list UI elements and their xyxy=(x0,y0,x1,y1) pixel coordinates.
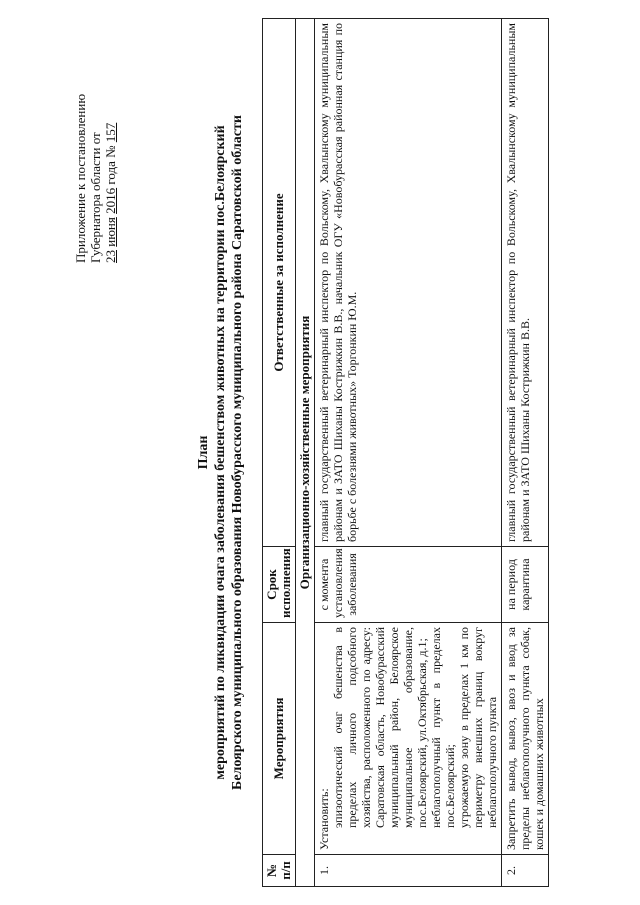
row-measures xyxy=(502,623,549,855)
header-term: Срок исполнения xyxy=(263,547,296,623)
annex-block xyxy=(73,33,118,263)
annex-line-1: Приложение к постановлению xyxy=(73,93,88,263)
annex-date-word: года xyxy=(103,161,118,185)
row-term: на период карантина xyxy=(502,547,549,623)
annex-line-2: Губернатора области от xyxy=(88,132,103,263)
header-responsible: Ответственные за исполнение xyxy=(263,19,296,547)
measure-text: Запретить вывод, вывоз, ввоз и ввод за пределы неблагополучного пункта собак, кошек и домашних животных xyxy=(504,627,546,850)
row-responsible: главный государственный ветеринарный инспектор по Вольскому, Хвалынскому муниципальным районам и ЗАТО Шиханы Кострижкин В.В. xyxy=(502,19,549,547)
row-measures xyxy=(315,623,502,855)
doc-subtitle-line-2: Белоярского муниципального образования Новобурасского муниципального района Саратовской области xyxy=(230,115,245,790)
annex-date-line xyxy=(103,33,118,263)
header-number: № п/п xyxy=(263,855,296,887)
table-row xyxy=(502,19,549,887)
row-term: с момента установления заболевания xyxy=(315,547,502,623)
annex-date-month: июня xyxy=(103,217,118,247)
table-row xyxy=(315,19,502,887)
row-responsible: главный государственный ветеринарный инспектор по Вольскому, Хвалынскому муниципальным районам и ЗАТО Шиханы Кострижкин В.В., начальник ОГУ «Новобурасская районная станция по борьбе с болезнями животных» Торгонкин Ю.М. xyxy=(315,19,502,547)
annex-number-sign: № xyxy=(103,145,118,158)
doc-subtitle-line-1: мероприятий по ликвидации очага заболевания бешенством животных на территории пос.Белоярский xyxy=(213,125,228,780)
measure-text: эпизоотический очаг бешенства в пределах личного подсобного хозяйства, расположенного по адресу: Саратовская область, Новобурасский муниципальный район, Белоярское муниципальное образование, пос.Белоярский, ул.Октябрьская, д.1; xyxy=(331,627,429,828)
section-row xyxy=(296,19,315,887)
header-measures: Мероприятия xyxy=(263,623,296,855)
row-number: 2. xyxy=(502,855,549,887)
measure-text: Установить: xyxy=(317,788,331,850)
annex-date-day: 23 xyxy=(103,250,118,263)
table-header-row xyxy=(263,19,296,887)
measure-text: угрожаемую зону в пределах 1 км по периметру внешних границ вокруг неблагополучного пункта xyxy=(457,627,499,828)
measure-text: неблагополучный пункт в пределах пос.Белоярский; xyxy=(429,627,457,828)
annex-date-year: 2016 xyxy=(103,187,118,214)
doc-title: План xyxy=(196,435,211,470)
row-number: 1. xyxy=(315,855,502,887)
section-title: Организационно-хозяйственные мероприятия xyxy=(296,19,315,887)
annex-number: 157 xyxy=(103,122,118,143)
plan-table xyxy=(262,18,549,887)
